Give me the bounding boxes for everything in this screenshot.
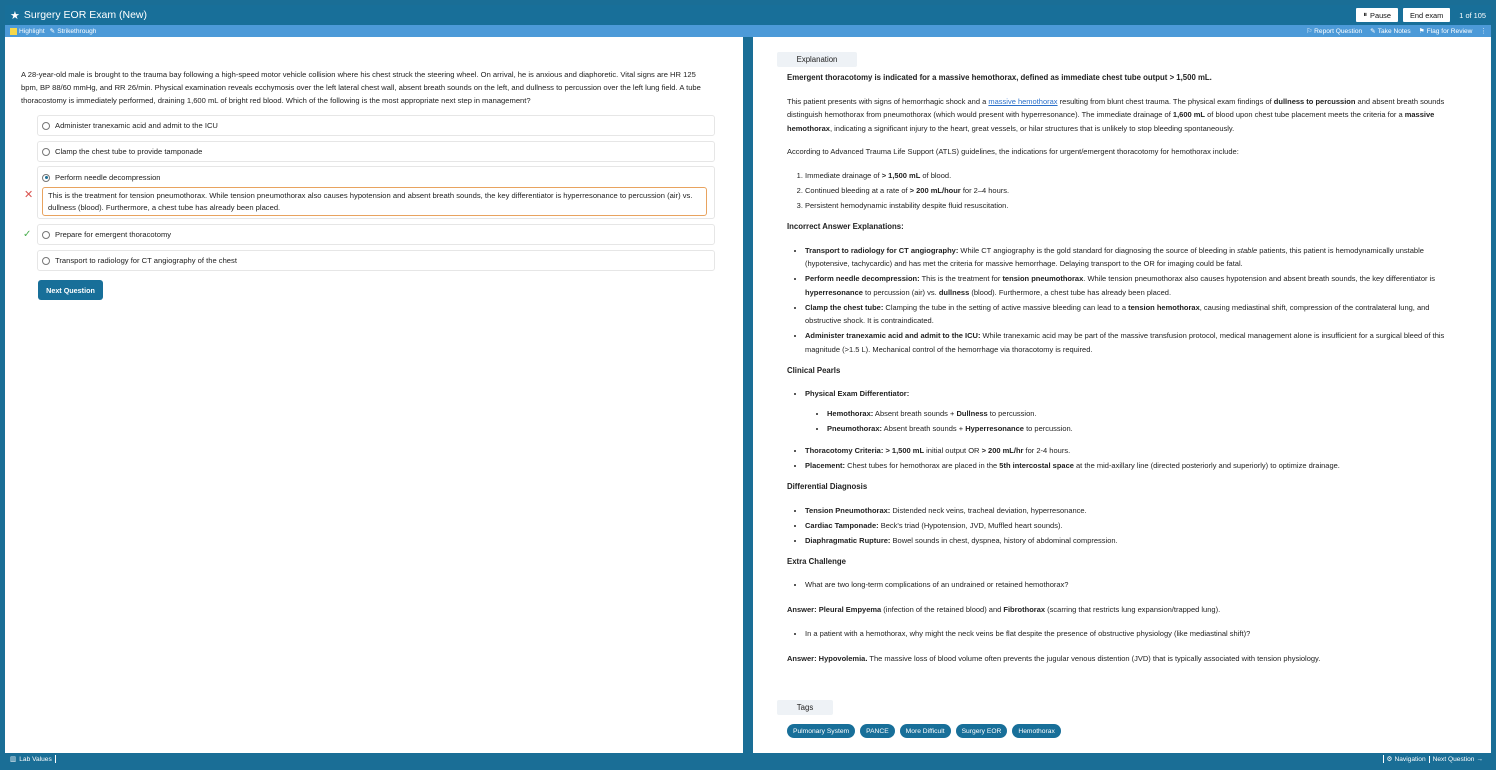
tag-pulmonary-system[interactable]: Pulmonary System — [787, 724, 855, 738]
header-actions — [1356, 8, 1486, 22]
pencil-icon: ✎ — [49, 28, 56, 35]
list-item: • What are two long-term complications of an undrained or retained hemothorax? — [805, 578, 1467, 592]
panel-divider[interactable] — [743, 37, 753, 753]
explanation-panel — [753, 37, 1491, 753]
list-item: 2. Continued bleeding at a rate of > 200 mL/hour for 2–4 hours. — [805, 184, 1467, 198]
tag-more-difficult[interactable]: More Difficult — [900, 724, 951, 738]
answer-choice-b[interactable]: Clamp the chest tube to provide tamponade — [37, 141, 715, 162]
answer-feedback: This is the treatment for tension pneumothorax. While tension pneumothorax also causes hypotension and absent breath sounds, the key differentiator is hyperresonance to percussion (air) vs. dullness (blood). Furthermore, a chest tube has already been placed. — [42, 187, 707, 216]
next-question-button[interactable]: Next Question — [38, 280, 103, 300]
radio-button-selected[interactable] — [42, 174, 50, 182]
radio-button[interactable] — [42, 148, 50, 156]
explanation-body — [787, 71, 1467, 666]
explanation-headline: Emergent thoracotomy is indicated for a massive hemothorax, defined as immediate chest tube output > 1,500 mL. — [787, 73, 1212, 82]
footer-nav — [1383, 753, 1486, 765]
differential-list — [787, 504, 1467, 548]
question-panel — [5, 37, 743, 753]
more-options-button[interactable] — [1480, 27, 1487, 35]
question-counter: 1 of 105 — [1459, 10, 1486, 20]
tag-surgery-eor[interactable]: Surgery EOR — [956, 724, 1008, 738]
section-heading: Extra Challenge — [787, 556, 846, 566]
tag-hemothorax[interactable]: Hemothorax — [1012, 724, 1060, 738]
app-window — [5, 5, 1491, 765]
question-tools — [1306, 25, 1487, 37]
more-icon: ⋮ — [1480, 28, 1487, 35]
bookmark-icon: ⚑ — [1418, 28, 1425, 35]
list-item: • Tension Pneumothorax: Distended neck veins, tracheal deviation, hyperresonance. — [805, 504, 1467, 518]
list-item: • In a patient with a hemothorax, why might the neck veins be flat despite the presence of obstructive physiology (like mediastinal shift)? — [805, 627, 1467, 641]
tool-bar — [5, 25, 1491, 37]
bottom-bar — [5, 753, 1491, 765]
highlight-button[interactable]: Highlight — [10, 28, 45, 35]
pause-button[interactable]: ⏸ Pause — [1356, 8, 1398, 22]
footer-next-question-button[interactable]: Next Question → — [1429, 756, 1486, 763]
choice-label: Perform needle decompression — [55, 173, 161, 182]
title-bar — [5, 5, 1491, 25]
radio-button[interactable] — [42, 122, 50, 130]
list-item: • Hemothorax: Absent breath sounds + Dullness to percussion. — [827, 407, 1467, 421]
list-item: • Clamp the chest tube: Clamping the tube in the setting of active massive bleeding can lead to a tension hemothorax, causing mediastinal shift, compression of the contralateral lung, and obstructive shock. It is contraindicated. — [805, 301, 1467, 328]
list-item: • Physical Exam Differentiator: • Hemothorax: Absent breath sounds + Dullness to percussion. • Pneumothorax: Absent breath sounds + Hyperresonance to percussion. — [805, 387, 1467, 443]
answer-choice-e[interactable]: Transport to radiology for CT angiography of the chest — [37, 250, 715, 271]
tag-pance[interactable]: PANCE — [860, 724, 895, 738]
indications-list — [787, 169, 1467, 213]
radio-button[interactable] — [42, 231, 50, 239]
highlight-icon — [10, 28, 17, 35]
navigation-button[interactable]: ⚙ Navigation — [1383, 755, 1429, 763]
star-icon: ★ — [10, 9, 20, 22]
list-item: 3. Persistent hemodynamic instability despite fluid resuscitation. — [805, 199, 1467, 213]
challenge-list — [787, 578, 1467, 592]
end-exam-button[interactable]: End exam — [1403, 8, 1450, 22]
x-icon: ✕ — [24, 189, 34, 201]
answer-choice-a[interactable]: Administer tranexamic acid and admit to the ICU — [37, 115, 715, 136]
gear-icon: ⚙ — [1386, 756, 1393, 763]
lab-values-button[interactable]: ▥ Lab Values — [10, 755, 56, 763]
section-heading: Incorrect Answer Explanations: — [787, 221, 904, 231]
strikethrough-button[interactable]: ✎ Strikethrough — [49, 27, 97, 35]
list-item: • Pneumothorax: Absent breath sounds + Hyperresonance to percussion. — [827, 422, 1467, 436]
check-icon: ✓ — [23, 229, 32, 240]
chart-icon: ▥ — [10, 756, 17, 763]
list-item: • Administer tranexamic acid and admit to the ICU: While tranexamic acid may be part of the massive transfusion protocol, medical management alone is insufficient for a surgical bleed of this magnitude (>1.5 L). Mechanical control of the hemorrhage via thoracotomy is required. — [805, 329, 1467, 356]
challenge-list — [787, 627, 1467, 641]
section-heading: Differential Diagnosis — [787, 482, 868, 492]
pearls-list — [787, 387, 1467, 473]
flag-review-button[interactable]: ⚑ Flag for Review — [1418, 27, 1473, 35]
atls-paragraph: According to Advanced Trauma Life Support (ATLS) guidelines, the indications for urgent/emergent thoracotomy for hemothorax include: — [787, 147, 1239, 157]
radio-button[interactable] — [42, 257, 50, 265]
pause-icon: ⏸ — [1363, 10, 1368, 19]
list-item: • Perform needle decompression: This is the treatment for tension pneumothorax. While tension pneumothorax also causes hypotension and absent breath sounds, the key differentiator is hyperresonance to percussion (air) vs. dullness (blood). Furthermore, a chest tube has already been placed. — [805, 272, 1467, 299]
notes-icon: ✎ — [1370, 28, 1376, 35]
answer-choice-d[interactable]: Prepare for emergent thoracotomy — [37, 224, 715, 245]
sub-list — [805, 407, 1467, 436]
explanation-paragraph: This patient presents with signs of hemorrhagic shock and a massive hemothorax resulting from blunt chest trauma. The physical exam findings of dullness to percussion and absent breath sounds distinguish hemothorax from pneumothorax (which would present with hyperresonance). The immediate drainage of 1,600 mL of blood upon chest tube placement meets the criteria for a massive hemothorax, indicating a significant injury to the heart, great vessels, or hilar structures that is unlikely to stop bleeding spontaneously. — [787, 96, 1445, 133]
incorrect-list — [787, 244, 1467, 357]
take-notes-button[interactable]: ✎ Take Notes — [1370, 27, 1411, 35]
section-heading: Clinical Pearls — [787, 365, 841, 375]
flag-icon: ⚐ — [1306, 28, 1313, 35]
tag-list — [787, 724, 1061, 738]
massive-hemothorax-link[interactable]: massive hemothorax — [988, 96, 1058, 106]
tags-tab[interactable]: Tags — [777, 700, 833, 715]
answer-paragraph: Answer: Pleural Empyema (infection of the retained blood) and Fibrothorax (scarring that restricts lung expansion/trapped lung). — [787, 605, 1221, 615]
list-item: • Thoracotomy Criteria: > 1,500 mL initial output OR > 200 mL/hr for 2-4 hours. — [805, 444, 1467, 458]
choice-line — [42, 173, 161, 182]
report-question-button[interactable]: ⚐ Report Question — [1306, 27, 1363, 35]
list-item: • Cardiac Tamponade: Beck's triad (Hypotension, JVD, Muffled heart sounds). — [805, 519, 1467, 533]
answer-paragraph: Answer: Hypovolemia. The massive loss of blood volume often prevents the jugular venous distention (JVD) that is typically associated with tension physiology. — [787, 654, 1321, 664]
list-item: • Transport to radiology for CT angiography: While CT angiography is the gold standard for diagnosing the source of bleeding in stable patients, this patient is hemodynamically unstable (hypotensive, tachycardic) and has met the criteria for massive hemorrhage. Delaying transport to the OR for imaging could be fatal. — [805, 244, 1467, 271]
question-stem: A 28-year-old male is brought to the trauma bay following a high-speed motor vehicle collision where his chest struck the steering wheel. On arrival, he is anxious and diaphoretic. Vital signs are HR 125 bpm, BP 88/60 mmHg, and RR 26/min. Physical examination reveals ecchymosis over the left lateral chest wall, absent breath sounds on the left, and dullness to percussion over the left lung field. A tube thoracostomy is immediately performed, draining 1,600 mL of bright red blood. Which of the following is the most appropriate next step in management? — [21, 70, 701, 105]
explanation-tab[interactable]: Explanation — [777, 52, 857, 67]
answer-choice-c[interactable] — [37, 166, 715, 219]
list-item: 1. Immediate drainage of > 1,500 mL of blood. — [805, 169, 1467, 183]
arrow-right-icon: → — [1476, 755, 1483, 763]
exam-title: Surgery EOR Exam (New) — [23, 9, 147, 21]
list-item: • Diaphragmatic Rupture: Bowel sounds in chest, dyspnea, history of abdominal compression. — [805, 534, 1467, 548]
list-item: • Placement: Chest tubes for hemothorax are placed in the 5th intercostal space at the mid-axillary line (directed posteriorly and superiorly) to optimize drainage. — [805, 459, 1467, 473]
window-title — [5, 9, 147, 22]
